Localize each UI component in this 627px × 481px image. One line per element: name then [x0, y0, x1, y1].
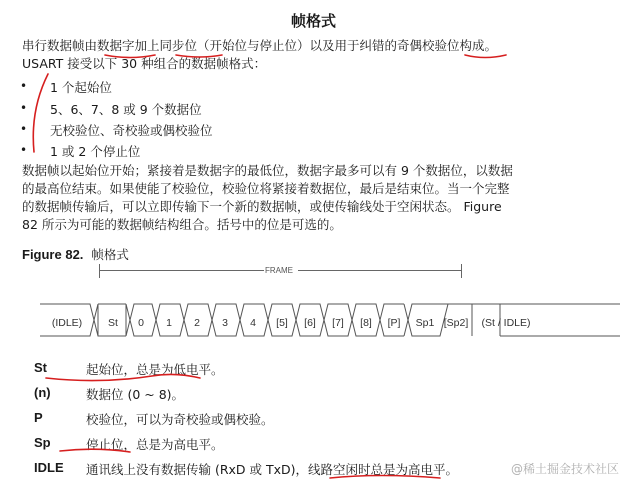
figure-title: 帧格式	[91, 247, 129, 262]
cell-bit-optional: [6]	[304, 317, 316, 329]
cell-bit-optional: [8]	[360, 317, 372, 329]
cell-parity: [P]	[387, 317, 401, 329]
bullet-dot: •	[20, 79, 28, 93]
watermark: @稀土掘金技术社区	[510, 462, 619, 476]
legend-symbol: Sp	[34, 435, 51, 450]
legend-symbol: St	[34, 360, 47, 375]
cell-bit-optional: [7]	[332, 317, 344, 329]
cell-next: (St / IDLE)	[481, 317, 531, 329]
legend-text: 数据位 (0 ~ 8)。	[86, 387, 185, 402]
cell-idle: (IDLE)	[51, 317, 83, 329]
description-line: 的数据帧传输后，可以立即传输下一个新的数据帧，或使传输线处于空闲状态。 Figure	[22, 199, 502, 214]
section-heading: 帧格式	[290, 12, 336, 30]
cell-bit: 0	[138, 317, 144, 329]
bullet-item: 1 个起始位	[50, 80, 112, 95]
bullet-item: 无校验位、奇校验或偶校验位	[50, 123, 213, 138]
underline-mark	[60, 449, 130, 452]
underline-mark	[105, 55, 155, 58]
underline-mark	[465, 55, 506, 58]
underline-mark	[46, 374, 200, 380]
cell-bit: 3	[222, 317, 228, 329]
cell-start: St	[108, 317, 118, 329]
bullet-item: 5、6、7、8 或 9 个数据位	[50, 102, 202, 117]
cell-bit: 4	[250, 317, 256, 329]
cell-stop-1: Sp1	[415, 317, 435, 329]
legend-text: 停止位，总是为高电平。	[86, 437, 224, 452]
legend-symbol: IDLE	[34, 460, 64, 475]
legend-text: 起始位，总是为低电平。	[86, 362, 224, 377]
bullet-item: 1 或 2 个停止位	[50, 144, 141, 159]
underline-mark	[330, 476, 440, 479]
description-line: 的最高位结束。如果使能了校验位，校验位将紧接着数据位，最后是结束位。当一个完整	[22, 181, 510, 196]
figure-number: Figure 82.	[22, 247, 84, 262]
legend-symbol: P	[34, 410, 43, 425]
description-line: 数据帧以起始位开始；紧接着是数据字的最低位，数据字最多可以有 9 个数据位，以数据	[22, 163, 513, 178]
underline-mark	[176, 55, 222, 57]
legend-text: 通讯线上没有数据传输 (RxD 或 TxD)，线路空闲时总是为高电平。	[86, 462, 459, 477]
cell-bit-optional: [5]	[276, 317, 288, 329]
bullet-dot: •	[20, 143, 28, 157]
frame-label: FRAME	[265, 266, 293, 275]
intro-line-2: USART 接受以下 30 种组合的数据帧格式：	[22, 56, 267, 71]
bullet-dot: •	[20, 101, 28, 115]
bracket-mark	[33, 74, 48, 152]
legend-symbol: (n)	[34, 385, 51, 400]
bullet-dot: •	[20, 122, 28, 136]
legend-text: 校验位，可以为奇校验或偶校验。	[86, 412, 274, 427]
intro-line-1: 串行数据帧由数据字加上同步位（开始位与停止位）以及用于纠错的奇偶校验位构成。	[22, 38, 498, 53]
cell-bit: 1	[166, 317, 172, 329]
description-line: 82 所示为可能的数据帧结构组合。括号中的位是可选的。	[22, 217, 342, 232]
cell-stop-2: [Sp2]	[443, 317, 469, 329]
cell-bit: 2	[194, 317, 200, 329]
